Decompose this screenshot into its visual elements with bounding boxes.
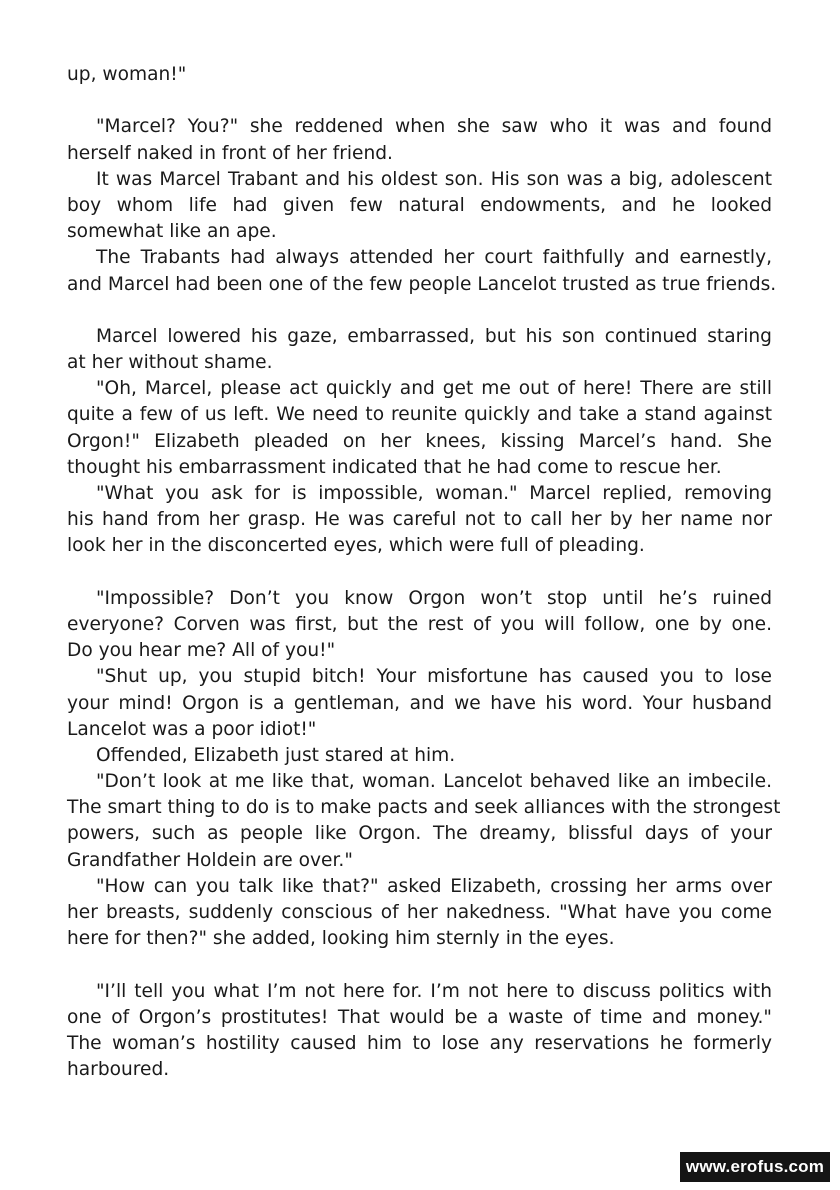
text-line: harboured.	[67, 1059, 170, 1081]
paragraph	[67, 743, 772, 769]
text-line: your mind! Orgon is a gentleman, and we have his word. Your husband	[67, 692, 772, 714]
watermark: www.erofus.com	[680, 1152, 830, 1182]
text-line: somewhat like an ape.	[67, 221, 277, 243]
text-line: "I’ll tell you what I’m not here for. I’m not here to discuss politics with	[96, 980, 772, 1002]
paragraph-gap	[67, 298, 772, 324]
paragraph	[67, 376, 772, 481]
text-line: everyone? Corven was first, but the rest of you will follow, one by one.	[67, 613, 772, 635]
text-line: up, woman!"	[67, 64, 187, 85]
text-line: "Don’t look at me like that, woman. Lancelot behaved like an imbecile.	[96, 771, 772, 793]
text-line: "How can you talk like that?" asked Elizabeth, crossing her arms over	[96, 875, 772, 897]
text-line: It was Marcel Trabant and his oldest son. His son was a big, adolescent	[96, 168, 772, 190]
paragraph	[67, 769, 781, 874]
text-line: Grandfather Holdein are over."	[67, 849, 353, 871]
text-line: at her without shame.	[67, 352, 273, 374]
paragraph	[67, 979, 772, 1084]
text-line: Do you hear me? All of you!"	[67, 640, 336, 662]
text-line: Marcel lowered his gaze, embarrassed, but his son continued staring	[96, 325, 772, 347]
paragraph-gap	[67, 88, 772, 114]
text-line: and Marcel had been one of the few people Lancelot trusted as true friends.	[67, 273, 777, 295]
text-line: boy whom life had given few natural endowments, and he looked	[67, 194, 772, 216]
paragraph	[67, 324, 772, 376]
text-line: "Shut up, you stupid bitch! Your misfortune has caused you to lose	[96, 666, 772, 688]
paragraph	[67, 167, 772, 246]
paragraph	[67, 874, 772, 953]
text-line: "What you ask for is impossible, woman." Marcel replied, removing	[96, 483, 772, 504]
page-body	[67, 62, 781, 1083]
text-line: Orgon!" Elizabeth pleaded on her knees, kissing Marcel’s hand. She	[67, 430, 772, 452]
paragraph-gap	[67, 952, 772, 978]
text-line: his hand from her grasp. He was careful not to call her by her name nor	[67, 509, 772, 531]
text-line: Lancelot was a poor idiot!"	[67, 718, 317, 740]
paragraph	[67, 586, 772, 665]
text-line: look her in the disconcerted eyes, which were full of pleading.	[67, 535, 645, 557]
paragraph-gap	[67, 560, 772, 586]
text-line: The smart thing to do is to make pacts and seek alliances with the strongest	[67, 797, 781, 819]
text-line: "Impossible? Don’t you know Orgon won’t stop until he’s ruined	[96, 587, 772, 609]
paragraph	[67, 481, 772, 560]
text-line: "Oh, Marcel, please act quickly and get me out of here! There are still	[96, 378, 772, 400]
text-line: Offended, Elizabeth just stared at him.	[96, 744, 456, 766]
text-line: quite a few of us left. We need to reunite quickly and take a stand against	[67, 404, 772, 426]
text-line: herself naked in front of her friend.	[67, 142, 393, 164]
paragraph	[67, 245, 777, 297]
text-line: powers, such as people like Orgon. The dreamy, blissful days of your	[67, 823, 772, 845]
text-line: one of Orgon’s prostitutes! That would be a waste of time and money."	[67, 1006, 772, 1028]
text-line: The woman’s hostility caused him to lose any reservations he formerly	[67, 1032, 772, 1054]
text-line: here for then?" she added, looking him sternly in the eyes.	[67, 928, 615, 950]
text-line: thought his embarrassment indicated that he had come to rescue her.	[67, 456, 722, 478]
paragraph	[67, 62, 772, 88]
paragraph	[67, 664, 772, 743]
paragraph	[67, 114, 772, 166]
text-line: The Trabants had always attended her court faithfully and earnestly,	[96, 247, 772, 269]
text-line: her breasts, suddenly conscious of her nakedness. "What have you come	[67, 902, 772, 923]
text-line: "Marcel? You?" she reddened when she saw who it was and found	[96, 116, 772, 138]
